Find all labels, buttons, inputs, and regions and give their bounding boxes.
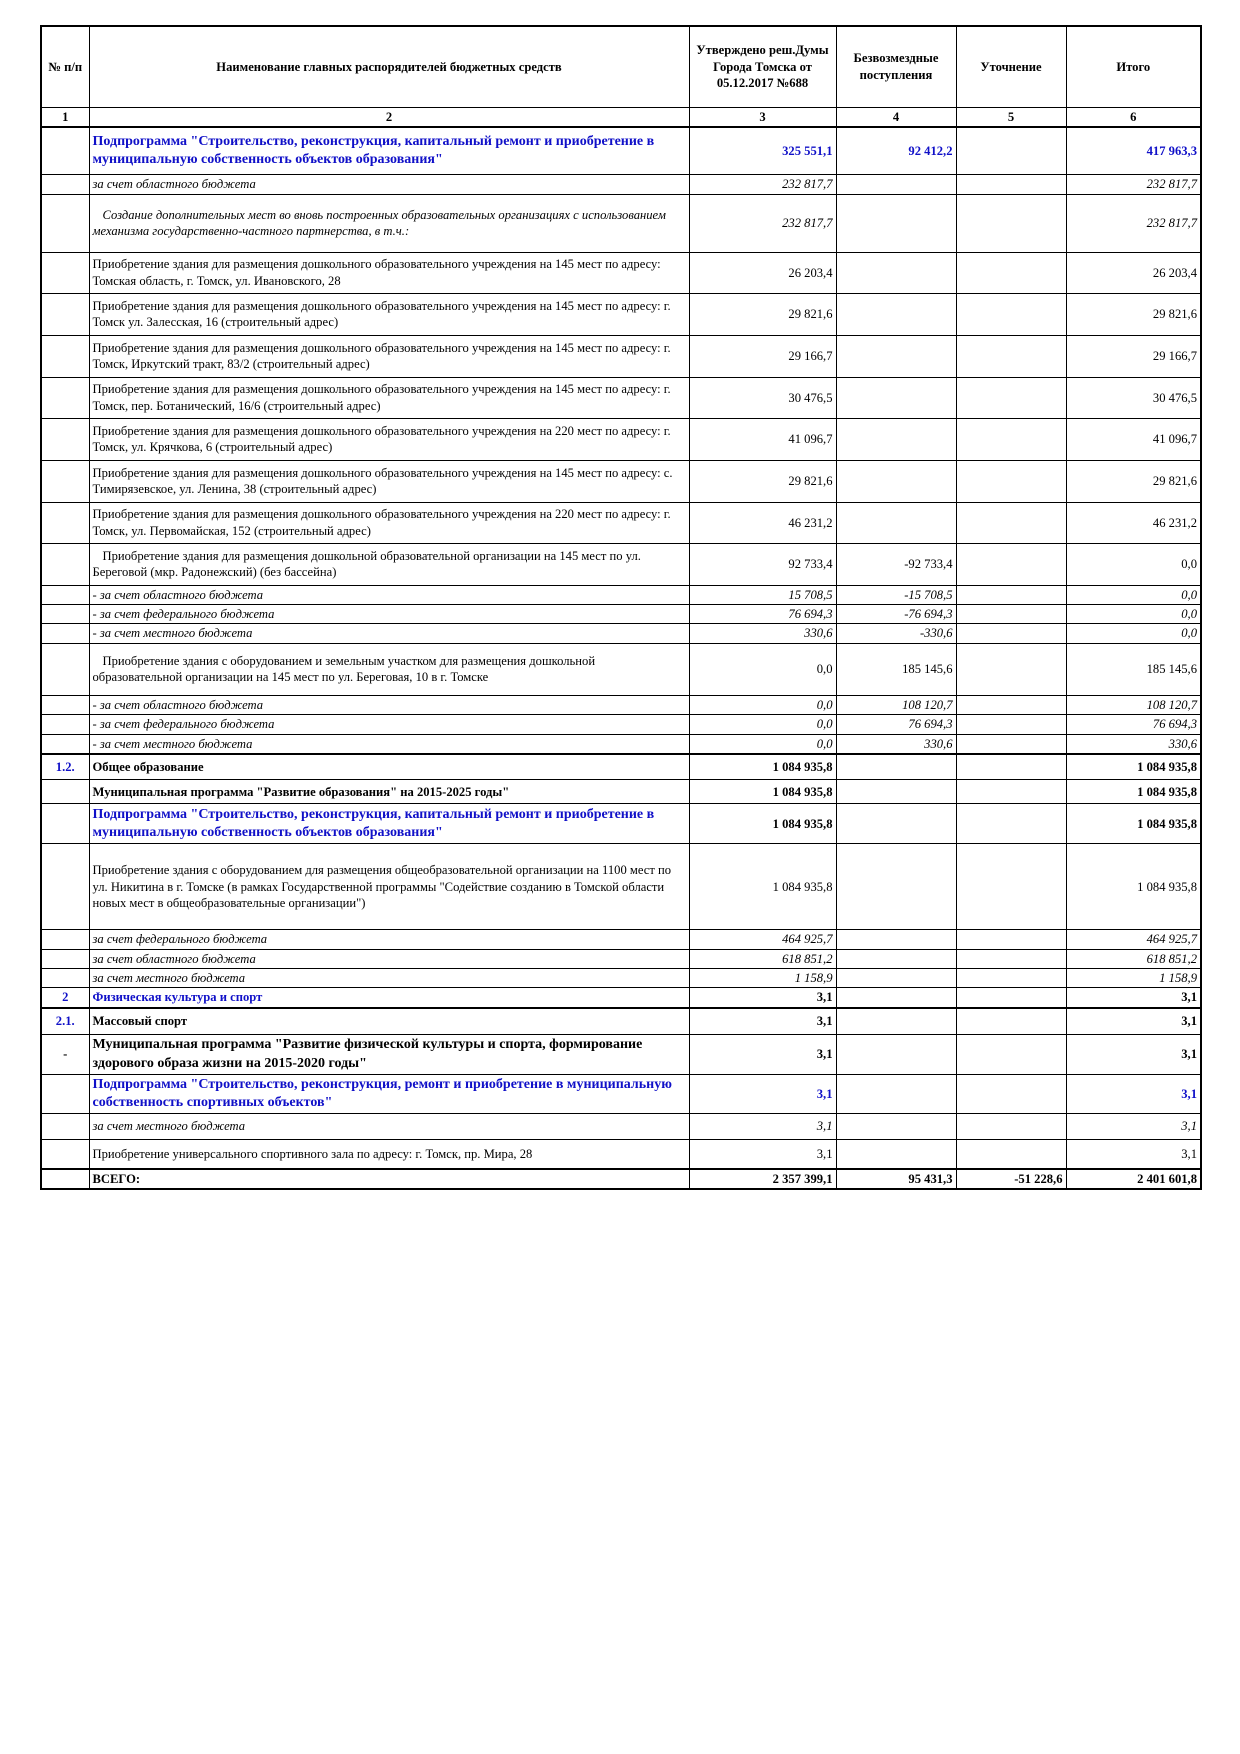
header-name: Наименование главных распорядителей бюджетных средств [89,26,689,107]
row-approved: 1 084 935,8 [689,804,836,844]
row-clarification [956,1114,1066,1140]
row-total: 46 231,2 [1066,502,1201,543]
row-grants: 95 431,3 [836,1169,956,1189]
row-grants [836,1114,956,1140]
row-approved: 3,1 [689,1140,836,1169]
row-name: - за счет федерального бюджета [89,715,689,734]
row-name: Приобретение здания с оборудованием и земельным участком для размещения дошкольной образовательной организации на 145 мест по ул. Береговая, 10 в г. Томске [89,643,689,695]
row-total: 1 084 935,8 [1066,780,1201,804]
row-clarification [956,252,1066,293]
table-row [41,194,1201,252]
row-clarification [956,804,1066,844]
row-grants: 76 694,3 [836,715,956,734]
row-name: - за счет областного бюджета [89,695,689,714]
row-total: 1 084 935,8 [1066,804,1201,844]
row-clarification [956,930,1066,949]
row-grants: 330,6 [836,734,956,754]
table-row [41,175,1201,194]
table-row [41,127,1201,175]
row-total: 0,0 [1066,585,1201,604]
row-approved: 3,1 [689,1008,836,1035]
row-name: за счет местного бюджета [89,969,689,988]
row-approved: 15 708,5 [689,585,836,604]
row-clarification [956,624,1066,643]
row-grants [836,988,956,1008]
row-number: - [41,1035,89,1074]
row-number [41,252,89,293]
row-clarification [956,1035,1066,1074]
row-approved: 41 096,7 [689,418,836,460]
row-number [41,624,89,643]
row-grants [836,754,956,780]
table-row [41,293,1201,335]
table-row [41,1114,1201,1140]
row-name: Массовый спорт [89,1008,689,1035]
table-row [41,1169,1201,1189]
row-approved: 0,0 [689,734,836,754]
row-clarification [956,377,1066,418]
row-clarification: -51 228,6 [956,1169,1066,1189]
row-number [41,969,89,988]
row-total: 1 158,9 [1066,969,1201,988]
col-index: 1 [41,107,89,127]
col-index: 6 [1066,107,1201,127]
row-clarification [956,194,1066,252]
row-name: за счет федерального бюджета [89,930,689,949]
col-index: 5 [956,107,1066,127]
row-approved: 0,0 [689,643,836,695]
row-grants [836,418,956,460]
row-name: ВСЕГО: [89,1169,689,1189]
column-index-row [41,107,1201,127]
row-number [41,293,89,335]
row-approved: 618 851,2 [689,949,836,968]
table-row [41,418,1201,460]
row-approved: 1 084 935,8 [689,780,836,804]
row-total: 417 963,3 [1066,127,1201,175]
row-name: Приобретение здания для размещения дошкольной образовательной организации на 145 мест по ул. Береговой (мкр. Радонежский) (без бассейна) [89,543,689,585]
table-row [41,1140,1201,1169]
row-name: - за счет областного бюджета [89,585,689,604]
row-total: 29 821,6 [1066,460,1201,502]
table-row [41,643,1201,695]
row-approved: 232 817,7 [689,175,836,194]
row-number [41,804,89,844]
row-total: 330,6 [1066,734,1201,754]
row-clarification [956,754,1066,780]
table-row [41,754,1201,780]
row-grants: 108 120,7 [836,695,956,714]
row-total: 29 821,6 [1066,293,1201,335]
row-approved: 3,1 [689,1074,836,1113]
row-total: 232 817,7 [1066,194,1201,252]
row-grants: -330,6 [836,624,956,643]
row-approved: 330,6 [689,624,836,643]
row-total: 29 166,7 [1066,335,1201,377]
row-number [41,194,89,252]
header-approved: Утверждено реш.Думы Города Томска от 05.12.2017 №688 [689,26,836,107]
row-number [41,844,89,930]
row-name: Физическая культура и спорт [89,988,689,1008]
row-name: Муниципальная программа "Развитие физической культуры и спорта, формирование здорового образа жизни на 2015-2020 годы" [89,1035,689,1074]
row-grants [836,930,956,949]
row-name: Приобретение здания для размещения дошкольного образовательного учреждения на 145 мест по адресу: г. Томск, Иркутский тракт, 83/2 (строительный адрес) [89,335,689,377]
budget-document [40,25,1200,1190]
row-number [41,715,89,734]
row-name: - за счет федерального бюджета [89,605,689,624]
row-clarification [956,969,1066,988]
row-name: Создание дополнительных мест во вновь построенных образовательных организациях с использованием механизма государственно-частного партнерства, в т.ч.: [89,194,689,252]
row-number: 2 [41,988,89,1008]
row-total: 0,0 [1066,624,1201,643]
row-approved: 92 733,4 [689,543,836,585]
row-grants [836,175,956,194]
row-grants [836,844,956,930]
row-total: 3,1 [1066,1035,1201,1074]
row-number [41,1140,89,1169]
row-number [41,460,89,502]
row-grants [836,335,956,377]
header-clarification: Уточнение [956,26,1066,107]
row-total: 1 084 935,8 [1066,754,1201,780]
row-grants [836,460,956,502]
table-row [41,605,1201,624]
row-number: 2.1. [41,1008,89,1035]
row-total: 41 096,7 [1066,418,1201,460]
table-row [41,502,1201,543]
row-total: 0,0 [1066,543,1201,585]
row-grants [836,949,956,968]
row-approved: 29 821,6 [689,460,836,502]
row-clarification [956,734,1066,754]
table-row [41,930,1201,949]
row-approved: 76 694,3 [689,605,836,624]
table-row [41,844,1201,930]
col-index: 2 [89,107,689,127]
row-approved: 232 817,7 [689,194,836,252]
row-number [41,780,89,804]
row-name: - за счет местного бюджета [89,734,689,754]
table-row [41,252,1201,293]
header-num: № п/п [41,26,89,107]
row-total: 0,0 [1066,605,1201,624]
row-approved: 3,1 [689,1114,836,1140]
row-clarification [956,1140,1066,1169]
row-approved: 3,1 [689,988,836,1008]
header-grants: Безвозмездные поступления [836,26,956,107]
row-clarification [956,1074,1066,1113]
row-number [41,502,89,543]
table-row [41,1035,1201,1074]
row-approved: 1 084 935,8 [689,754,836,780]
row-grants [836,969,956,988]
header-row [41,26,1201,107]
row-grants [836,293,956,335]
row-number [41,585,89,604]
row-name: Приобретение здания для размещения дошкольного образовательного учреждения на 220 мест по адресу: г. Томск, ул. Крячкова, 6 (строительный адрес) [89,418,689,460]
row-grants [836,377,956,418]
row-number [41,949,89,968]
table-row [41,969,1201,988]
row-clarification [956,502,1066,543]
row-number [41,605,89,624]
row-grants: 185 145,6 [836,643,956,695]
table-row [41,1008,1201,1035]
row-approved: 0,0 [689,695,836,714]
row-name: Подпрограмма "Строительство, реконструкция, ремонт и приобретение в муниципальную собственность спортивных объектов" [89,1074,689,1113]
row-total: 3,1 [1066,1114,1201,1140]
row-name: за счет местного бюджета [89,1114,689,1140]
row-approved: 325 551,1 [689,127,836,175]
row-number [41,695,89,714]
table-row [41,988,1201,1008]
row-grants [836,1140,956,1169]
row-number [41,734,89,754]
row-approved: 46 231,2 [689,502,836,543]
row-number [41,543,89,585]
row-total: 232 817,7 [1066,175,1201,194]
row-clarification [956,585,1066,604]
row-number [41,377,89,418]
row-grants [836,502,956,543]
row-clarification [956,418,1066,460]
row-approved: 30 476,5 [689,377,836,418]
row-name: Приобретение здания для размещения дошкольного образовательного учреждения на 145 мест по адресу: г. Томск, пер. Ботанический, 16/6 (строительный адрес) [89,377,689,418]
row-total: 464 925,7 [1066,930,1201,949]
row-grants [836,1008,956,1035]
row-clarification [956,460,1066,502]
row-grants: -92 733,4 [836,543,956,585]
row-number [41,643,89,695]
row-name: Приобретение универсального спортивного зала по адресу: г. Томск, пр. Мира, 28 [89,1140,689,1169]
row-clarification [956,127,1066,175]
row-name: Приобретение здания для размещения дошкольного образовательного учреждения на 220 мест по адресу: г. Томск, ул. Первомайская, 152 (строительный адрес) [89,502,689,543]
row-number [41,1074,89,1113]
table-row [41,377,1201,418]
row-total: 3,1 [1066,1140,1201,1169]
table-row [41,460,1201,502]
row-clarification [956,543,1066,585]
table-row [41,695,1201,714]
table-row [41,715,1201,734]
row-name: Приобретение здания для размещения дошкольного образовательного учреждения на 145 мест по адресу: с. Тимирязевское, ул. Ленина, 38 (строительный адрес) [89,460,689,502]
row-total: 108 120,7 [1066,695,1201,714]
row-total: 3,1 [1066,1074,1201,1113]
row-grants [836,1035,956,1074]
row-name: - за счет местного бюджета [89,624,689,643]
row-name: Общее образование [89,754,689,780]
row-grants [836,804,956,844]
table-row [41,335,1201,377]
row-total: 1 084 935,8 [1066,844,1201,930]
table-row [41,804,1201,844]
row-grants [836,780,956,804]
row-number: 1.2. [41,754,89,780]
row-approved: 29 821,6 [689,293,836,335]
row-clarification [956,605,1066,624]
row-grants: -76 694,3 [836,605,956,624]
table-row [41,734,1201,754]
row-name: Подпрограмма "Строительство, реконструкция, капитальный ремонт и приобретение в муниципальную собственность объектов образования" [89,804,689,844]
col-index: 4 [836,107,956,127]
row-clarification [956,293,1066,335]
row-approved: 0,0 [689,715,836,734]
row-number [41,335,89,377]
row-total: 618 851,2 [1066,949,1201,968]
row-approved: 464 925,7 [689,930,836,949]
row-approved: 1 158,9 [689,969,836,988]
row-name: Приобретение здания для размещения дошкольного образовательного учреждения на 145 мест по адресу: г. Томск ул. Залесская, 16 (строительный адрес) [89,293,689,335]
header-total: Итого [1066,26,1201,107]
row-number [41,1169,89,1189]
row-approved: 2 357 399,1 [689,1169,836,1189]
budget-table [40,25,1202,1190]
row-approved: 3,1 [689,1035,836,1074]
row-grants [836,1074,956,1113]
row-approved: 26 203,4 [689,252,836,293]
row-name: за счет областного бюджета [89,949,689,968]
row-total: 185 145,6 [1066,643,1201,695]
row-clarification [956,715,1066,734]
row-approved: 29 166,7 [689,335,836,377]
row-total: 30 476,5 [1066,377,1201,418]
row-total: 76 694,3 [1066,715,1201,734]
row-grants: -15 708,5 [836,585,956,604]
row-clarification [956,988,1066,1008]
row-clarification [956,780,1066,804]
row-clarification [956,175,1066,194]
row-name: Подпрограмма "Строительство, реконструкция, капитальный ремонт и приобретение в муниципальную собственность объектов образования" [89,127,689,175]
row-grants [836,252,956,293]
row-clarification [956,1008,1066,1035]
row-name: Приобретение здания с оборудованием для размещения общеобразовательной организации на 1100 мест по ул. Никитина в г. Томске (в рамках Государственной программы "Содействие созданию в Томской области новых мест в общеобразовательные организации") [89,844,689,930]
row-name: Муниципальная программа "Развитие образования" на 2015-2025 годы" [89,780,689,804]
budget-rows [41,127,1201,1189]
row-total: 26 203,4 [1066,252,1201,293]
row-clarification [956,949,1066,968]
table-row [41,543,1201,585]
row-number [41,1114,89,1140]
row-number [41,930,89,949]
row-approved: 1 084 935,8 [689,844,836,930]
row-number [41,175,89,194]
row-grants: 92 412,2 [836,127,956,175]
col-index: 3 [689,107,836,127]
row-clarification [956,335,1066,377]
row-name: Приобретение здания для размещения дошкольного образовательного учреждения на 145 мест по адресу: Томская область, г. Томск, ул. Ивановского, 28 [89,252,689,293]
table-row [41,1074,1201,1113]
row-clarification [956,695,1066,714]
table-row [41,780,1201,804]
row-number [41,418,89,460]
row-total: 3,1 [1066,1008,1201,1035]
table-row [41,949,1201,968]
row-name: за счет областного бюджета [89,175,689,194]
row-number [41,127,89,175]
table-row [41,585,1201,604]
row-total: 3,1 [1066,988,1201,1008]
row-grants [836,194,956,252]
row-total: 2 401 601,8 [1066,1169,1201,1189]
row-clarification [956,844,1066,930]
table-row [41,624,1201,643]
row-clarification [956,643,1066,695]
